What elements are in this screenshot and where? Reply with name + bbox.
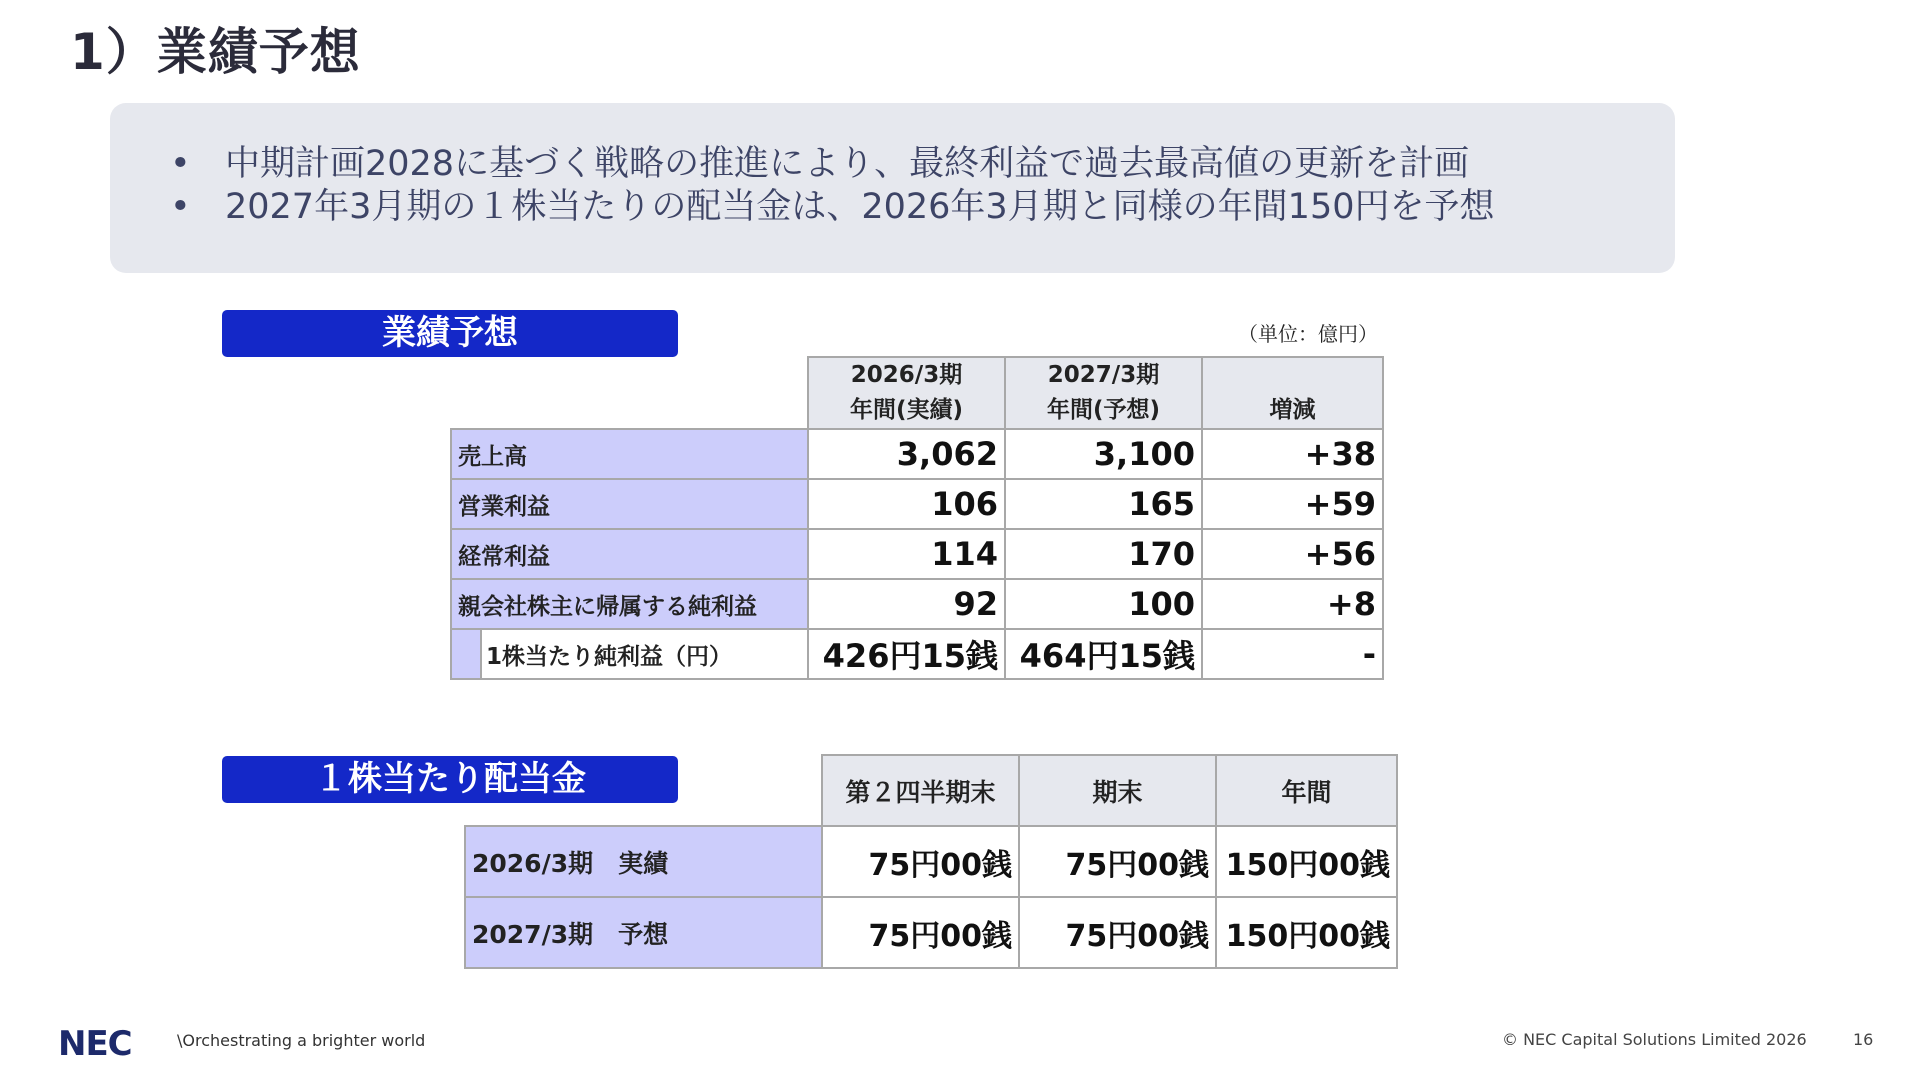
table-cell: 150円00銭 xyxy=(1216,897,1397,968)
table-corner xyxy=(451,357,808,429)
column-header xyxy=(808,357,1005,429)
table-cell: +38 xyxy=(1202,429,1383,479)
row-indent xyxy=(451,629,481,679)
forecast-table xyxy=(450,356,1384,680)
footer-copyright: © NEC Capital Solutions Limited 2026 xyxy=(1502,1030,1807,1049)
table-cell: 75円00銭 xyxy=(822,826,1019,897)
table-cell: 170 xyxy=(1005,529,1202,579)
forecast-section-label: 業績予想 xyxy=(222,310,678,357)
row-label: 1株当たり純利益（円） xyxy=(481,629,808,679)
table-corner xyxy=(465,755,822,826)
table-cell: 426円15銭 xyxy=(808,629,1005,679)
column-header xyxy=(1005,357,1202,429)
summary-bullet xyxy=(170,186,1675,229)
row-label: 2027/3期 予想 xyxy=(465,897,822,968)
table-row xyxy=(451,429,1383,479)
column-header: 期末 xyxy=(1019,755,1216,826)
table-row xyxy=(451,579,1383,629)
table-cell: 150円00銭 xyxy=(1216,826,1397,897)
table-header-row xyxy=(465,755,1397,826)
table-cell: 100 xyxy=(1005,579,1202,629)
bullet-icon: • xyxy=(170,187,191,227)
table-cell: +59 xyxy=(1202,479,1383,529)
table-cell: 114 xyxy=(808,529,1005,579)
table-row xyxy=(451,479,1383,529)
table-cell: 464円15銭 xyxy=(1005,629,1202,679)
table-row xyxy=(465,897,1397,968)
column-header: 第２四半期末 xyxy=(822,755,1019,826)
table-cell: +56 xyxy=(1202,529,1383,579)
unit-note: （単位：億円） xyxy=(1238,322,1378,346)
table-cell: - xyxy=(1202,629,1383,679)
table-row xyxy=(465,826,1397,897)
table-cell: 3,062 xyxy=(808,429,1005,479)
row-label: 経常利益 xyxy=(451,529,808,579)
page-number: 16 xyxy=(1853,1030,1874,1049)
row-label: 売上高 xyxy=(451,429,808,479)
column-header-line2: 年間(予想) xyxy=(1046,397,1161,423)
column-header xyxy=(1202,357,1383,429)
table-cell: 92 xyxy=(808,579,1005,629)
column-header-line2: 増減 xyxy=(1269,397,1316,423)
summary-bullet xyxy=(170,143,1675,186)
table-cell: 75円00銭 xyxy=(1019,897,1216,968)
row-label: 2026/3期 実績 xyxy=(465,826,822,897)
page-title: 1）業績予想 xyxy=(70,23,361,81)
summary-bullet-text: 2027年3月期の１株当たりの配当金は、2026年3月期と同様の年間150円を予想 xyxy=(225,187,1495,227)
table-row xyxy=(451,629,1383,679)
bullet-icon: • xyxy=(170,144,191,184)
column-header-line1: 2026/3期 xyxy=(850,362,963,388)
column-header-line2: 年間(実績) xyxy=(849,397,964,423)
table-header-row xyxy=(451,357,1383,429)
summary-bullet-text: 中期計画2028に基づく戦略の推進により、最終利益で過去最高値の更新を計画 xyxy=(225,144,1470,184)
table-cell: +8 xyxy=(1202,579,1383,629)
table-cell: 75円00銭 xyxy=(822,897,1019,968)
nec-logo: NEC xyxy=(58,1024,132,1064)
summary-list xyxy=(110,103,1675,229)
table-cell: 106 xyxy=(808,479,1005,529)
dividend-section-label: １株当たり配当金 xyxy=(222,756,678,803)
table-cell: 165 xyxy=(1005,479,1202,529)
column-header-line1: 2027/3期 xyxy=(1047,362,1160,388)
dividend-table xyxy=(464,754,1398,969)
table-row xyxy=(451,529,1383,579)
column-header: 年間 xyxy=(1216,755,1397,826)
footer-tagline: \Orchestrating a brighter world xyxy=(177,1031,426,1050)
row-label: 親会社株主に帰属する純利益 xyxy=(451,579,808,629)
row-label: 営業利益 xyxy=(451,479,808,529)
table-cell: 3,100 xyxy=(1005,429,1202,479)
summary-box xyxy=(110,103,1675,273)
table-cell: 75円00銭 xyxy=(1019,826,1216,897)
